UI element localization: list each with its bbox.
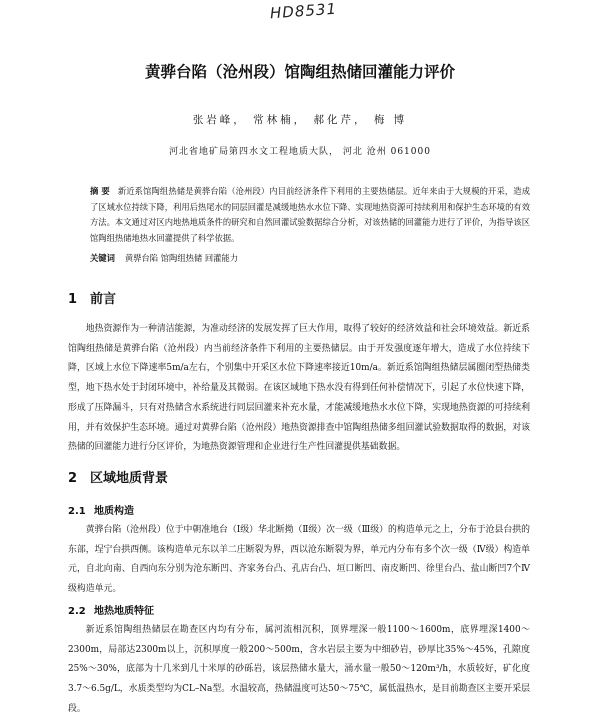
section-2-2-number: 2.2 [68, 606, 86, 617]
section-2-2-paragraph: 新近系馆陶组热储层在勘查区内均有分布，属河流相沉积，顶界埋深一般1100～1600m，底界埋深1400～2300m，局部达2300m以上，沉积厚度一般200～500m，含水岩层主要为中细砂岩，砂厚比35%～45%，孔隙度25%～30%，底部为十几米到几十米厚的砂砾岩，该层热储水量大，涌水量一般50～120m³/h，水质较好，矿化度3.7～6.5g/L，水质类型均为CL–Na型。水温较高，热储温度可达50～75℃，属低温热水，是目前勘查区主要开采层段。 [68, 625, 530, 714]
paper-authors: 张岩峰， 常林楠， 郝化芹， 梅 博 [192, 114, 408, 126]
section-2-title: 区域地质背景 [90, 471, 169, 486]
section-1-number: 1 [68, 292, 78, 307]
section-2-2-title: 地热地质特征 [94, 606, 154, 617]
section-1-paragraph: 地热资源作为一种清洁能源，为准动经济的发展发挥了巨大作用，取得了较好的经济效益和社会环境效益。新近系馆陶组热储是黄骅台陷（沧州段）内当前经济条件下利用的主要热储层。由于开发强度逐年增大，造成了水位持续下降，区域上水位下降速率5m/a左右，个别集中开采区水位下降速率接近10m/a。新近系馆陶组热储层属圈闭型热储类型，地下热水处于封闭环境中，补给量及其微弱。在该区域地下热水没有得到任何补偿情况下，引起了水位快速下降，形成了压降漏斗，只有对热储含水系统进行同层回灌来补充水量，才能减缓地热水水位下降，实现地热资源的可持续利用，并有效保护生态环境。通过对黄骅台陷（沧州段）地热资源排查中馆陶组热储多组回灌试验数据取得的数据，对该热储的回灌能力进行分区评价，为地热资源管理和企业进行生产性回灌提供基础数据。 [68, 324, 530, 453]
abstract-text: 新近系馆陶组热储是黄骅台陷（沧州段）内目前经济条件下利用的主要热储层。近年来由于大规模的开采，造成了区域水位持续下降，利用后热尾水的同层回灌是减缓地热水水位下降、实现地热资源可持续利用和保护生态环境的有效方法。本文通过对区内地热地质条件的研究和自然回灌试验数据综合分析，对该热储的回灌能力进行了评价，为指导该区馆陶组热储地热水回灌提供了科学依据。 [90, 186, 530, 243]
paper-affiliation: 河北省地矿局第四水文工程地质大队， 河北 沧州 061000 [169, 147, 431, 157]
section-2-1-number: 2.1 [68, 506, 86, 517]
section-1-heading [68, 288, 116, 307]
abstract-label: 摘 要 [90, 186, 110, 196]
section-2-1-paragraph: 黄骅台陷（沧州段）位于中朝准地台（Ⅰ级）华北断拗（Ⅱ级）次一级（Ⅲ级）的构造单元之上，分布于沧县台拱的东部，埕宁台拱西侧。该构造单元东以羊二庄断裂为界，西以沧东断裂为界，单元内分布有多个次一级（Ⅳ级）构造单元，自北向南、自西向东分别为沧东断凹、齐家务台凸、孔店台凸、垣口断凹、南皮断凹、徐里台凸、盐山断凹7个Ⅳ级构造单元。 [68, 525, 530, 595]
section-2-number: 2 [68, 471, 78, 486]
section-2-1-title: 地质构造 [94, 506, 134, 517]
keywords-text: 黄骅台陷 馆陶组热储 回灌能力 [124, 253, 239, 263]
keywords-label: 关键词 [90, 253, 115, 263]
keywords-block [90, 252, 530, 264]
handwritten-stamp: HD8531 [269, 0, 338, 23]
paper-title: 黄骅台陷（沧州段）馆陶组热储回灌能力评价 [144, 63, 455, 81]
section-2-2-heading [68, 602, 154, 617]
section-1-title: 前言 [90, 292, 117, 307]
section-2-1-heading [68, 502, 134, 517]
abstract-block [90, 184, 530, 246]
section-2-heading [68, 467, 168, 486]
